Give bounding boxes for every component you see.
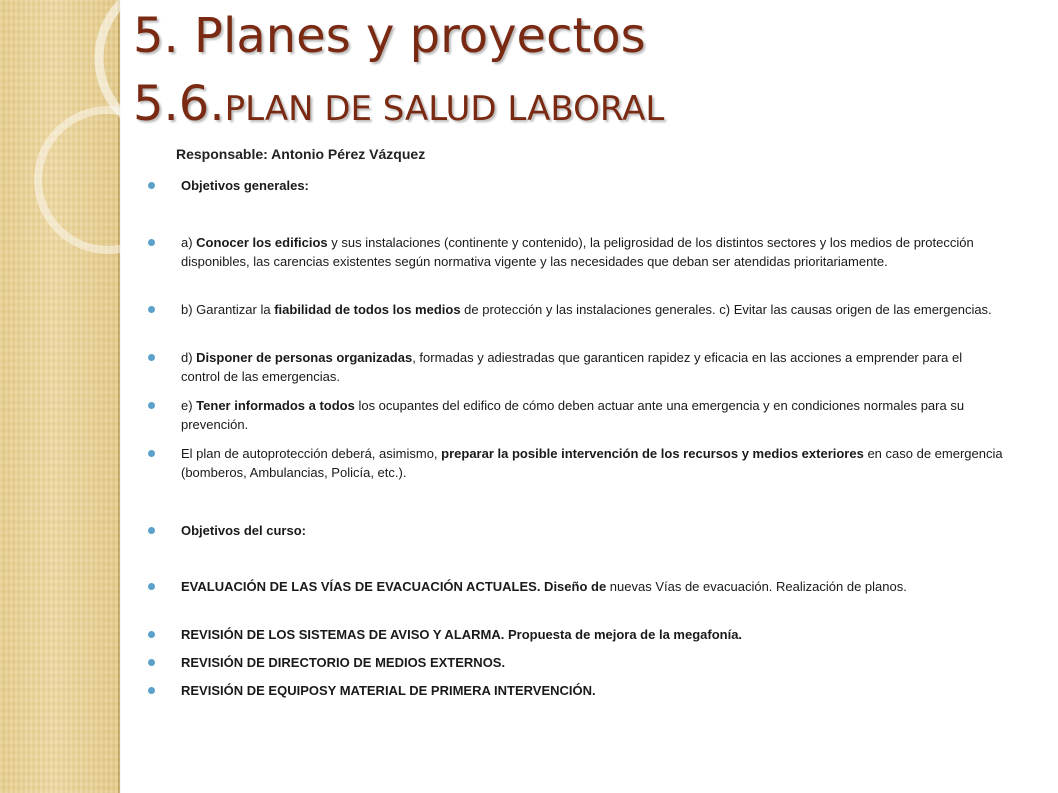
list-item-b — [148, 300, 1004, 319]
list-item-objetivos-generales — [148, 176, 1004, 195]
bullet-icon — [148, 527, 155, 534]
item-text — [181, 396, 1004, 434]
bullet-icon — [148, 306, 155, 313]
item-evaluacion-bold: EVALUACIÓN DE LAS VÍAS DE EVACUACIÓN ACTUALES. Diseño de — [181, 579, 607, 594]
item-b-bold: fiabilidad de todos los medios — [274, 302, 461, 317]
item-d-post: , formadas y adiestradas que garanticen rapidez y eficacia en las acciones a emprender para el control de las emergencias. — [181, 350, 963, 384]
list-item-directorio — [148, 653, 1004, 672]
item-b-post: de protección y las instalaciones generales. c) Evitar las causas origen de las emergencias. — [460, 302, 992, 317]
list-item-d — [148, 348, 1004, 386]
item-text — [181, 300, 1004, 319]
bullet-icon — [148, 583, 155, 590]
title-number: 5.6. — [133, 76, 225, 132]
item-text — [181, 233, 1004, 271]
list-item-e — [148, 396, 1004, 434]
bullet-icon — [148, 239, 155, 246]
responsable-label: Responsable: Antonio Pérez Vázquez — [176, 146, 426, 162]
item-plan-post: en caso de emergencia (bomberos, Ambulancias, Policía, etc.). — [181, 446, 1003, 480]
item-b-pre: b) Garantizar la — [181, 302, 275, 317]
item-text: REVISIÓN DE EQUIPOSY MATERIAL DE PRIMERA INTERVENCIÓN. — [181, 683, 596, 698]
item-a-post: y sus instalaciones (continente y contenido), la peligrosidad de los distintos sectores y los medios de protección disponibles, las carencias existentes según normativa vigente y las necesidades que deban ser atendidas prioritariamente. — [181, 235, 974, 269]
title-line-2 — [133, 76, 665, 132]
item-e-bold: Tener informados a todos — [196, 398, 355, 413]
item-d-pre: d) — [181, 350, 197, 365]
list-item-objetivos-curso — [148, 521, 1004, 540]
title-caps: PLAN DE SALUD LABORAL — [224, 89, 665, 129]
list-item-a — [148, 233, 1004, 271]
bullet-icon — [148, 354, 155, 361]
item-a-bold: Conocer los edificios — [196, 235, 328, 250]
item-text — [181, 444, 1004, 482]
title-line-1: 5. Planes y proyectos — [133, 8, 646, 64]
item-text: Objetivos generales: — [181, 178, 309, 193]
list-item-equipos — [148, 681, 1004, 700]
bullet-icon — [148, 450, 155, 457]
item-evaluacion-post: nuevas Vías de evacuación. Realización de planos. — [606, 579, 907, 594]
item-d-bold: Disponer de personas organizadas — [196, 350, 413, 365]
item-e-post: los ocupantes del edifico de cómo deben actuar ante una emergencia y en condiciones normales para su prevención. — [181, 398, 965, 432]
item-a-pre: a) — [181, 235, 197, 250]
bullet-icon — [148, 182, 155, 189]
item-e-pre: e) — [181, 398, 197, 413]
item-text — [181, 577, 1004, 596]
item-text: REVISIÓN DE DIRECTORIO DE MEDIOS EXTERNOS. — [181, 655, 506, 670]
item-plan-bold: preparar la posible intervención de los recursos y medios exteriores — [441, 446, 864, 461]
bullet-icon — [148, 631, 155, 638]
list-item-aviso — [148, 625, 1004, 644]
item-text: Objetivos del curso: — [181, 523, 306, 538]
item-text: REVISIÓN DE LOS SISTEMAS DE AVISO Y ALARMA. Propuesta de mejora de la megafonía. — [181, 627, 743, 642]
list-item-evaluacion — [148, 577, 1004, 596]
bullet-icon — [148, 659, 155, 666]
item-text — [181, 348, 1004, 386]
item-plan-pre: El plan de autoprotección deberá, asimismo, — [181, 446, 442, 461]
bullet-icon — [148, 402, 155, 409]
list-item-plan — [148, 444, 1004, 482]
bullet-icon — [148, 687, 155, 694]
